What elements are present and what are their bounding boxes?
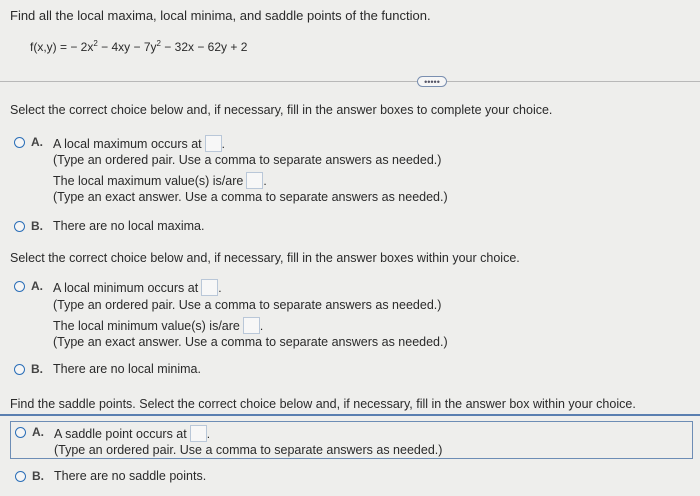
max-option-a-line1 — [53, 135, 225, 152]
function-part-2: − 4xy − 7y — [97, 40, 157, 54]
max-value-label: The local maximum value(s) is/are — [53, 174, 244, 188]
min-value-input[interactable] — [243, 317, 260, 334]
max-value-note: (Type an exact answer. Use a comma to separate answers as needed.) — [53, 190, 448, 204]
min-option-b-text: There are no local minima. — [53, 362, 201, 376]
min-option-a-letter: A. — [31, 279, 43, 293]
max-location-input[interactable] — [205, 135, 222, 152]
max-option-a-letter: A. — [31, 135, 43, 149]
max-option-b-radio[interactable] — [14, 221, 25, 232]
function-part-3: − 32x − 62y + 2 — [160, 40, 248, 54]
min-option-b-radio[interactable] — [14, 364, 25, 375]
saddle-option-b-letter: B. — [32, 469, 44, 483]
saddle-location-note: (Type an ordered pair. Use a comma to separate answers as needed.) — [54, 443, 443, 457]
min-value-note: (Type an exact answer. Use a comma to separate answers as needed.) — [53, 335, 448, 349]
period: . — [263, 174, 267, 188]
max-option-a-radio[interactable] — [14, 137, 25, 148]
period: . — [218, 281, 222, 295]
highlight-rule — [0, 414, 700, 416]
min-value-label: The local minimum value(s) is/are — [53, 319, 240, 333]
section-divider — [0, 81, 700, 82]
max-option-b-letter: B. — [31, 219, 43, 233]
max-option-a-line2 — [53, 172, 267, 189]
more-button[interactable]: ••••• — [417, 76, 447, 87]
max-location-note: (Type an ordered pair. Use a comma to separate answers as needed.) — [53, 153, 442, 167]
min-option-b-letter: B. — [31, 362, 43, 376]
exponent-x: 2 — [93, 39, 98, 48]
period: . — [259, 319, 264, 333]
min-option-a-line1 — [53, 279, 222, 296]
exponent-y: 2 — [156, 39, 161, 48]
function-part-1: f(x,y) = − 2x — [30, 40, 94, 54]
min-location-input[interactable] — [201, 279, 218, 296]
question-title: Find all the local maxima, local minima, and saddle points of the function. — [10, 8, 431, 23]
saddle-option-a-letter: A. — [32, 425, 44, 439]
max-value-input[interactable] — [246, 172, 263, 189]
max-option-b-text: There are no local maxima. — [53, 219, 205, 233]
period: . — [221, 137, 226, 151]
saddle-option-b-text: There are no saddle points. — [54, 469, 207, 483]
saddle-option-a-line1 — [54, 425, 210, 442]
min-location-label: A local minimum occurs at — [53, 281, 199, 295]
min-location-note: (Type an ordered pair. Use a comma to separate answers as needed.) — [53, 298, 442, 312]
saddle-option-a-radio[interactable] — [15, 427, 26, 438]
period: . — [206, 427, 211, 441]
min-instruction: Select the correct choice below and, if necessary, fill in the answer boxes within your choice. — [10, 251, 520, 265]
min-option-a-radio[interactable] — [14, 281, 25, 292]
saddle-location-input[interactable] — [190, 425, 207, 442]
max-instruction: Select the correct choice below and, if necessary, fill in the answer boxes to complete your choice. — [10, 103, 553, 117]
saddle-location-label: A saddle point occurs at — [54, 427, 187, 441]
function-expression — [30, 40, 247, 54]
saddle-instruction: Find the saddle points. Select the correct choice below and, if necessary, fill in the answer box within your choice. — [10, 397, 636, 411]
min-option-a-line2 — [53, 317, 263, 334]
saddle-option-b-radio[interactable] — [15, 471, 26, 482]
max-location-label: A local maximum occurs at — [53, 137, 202, 151]
